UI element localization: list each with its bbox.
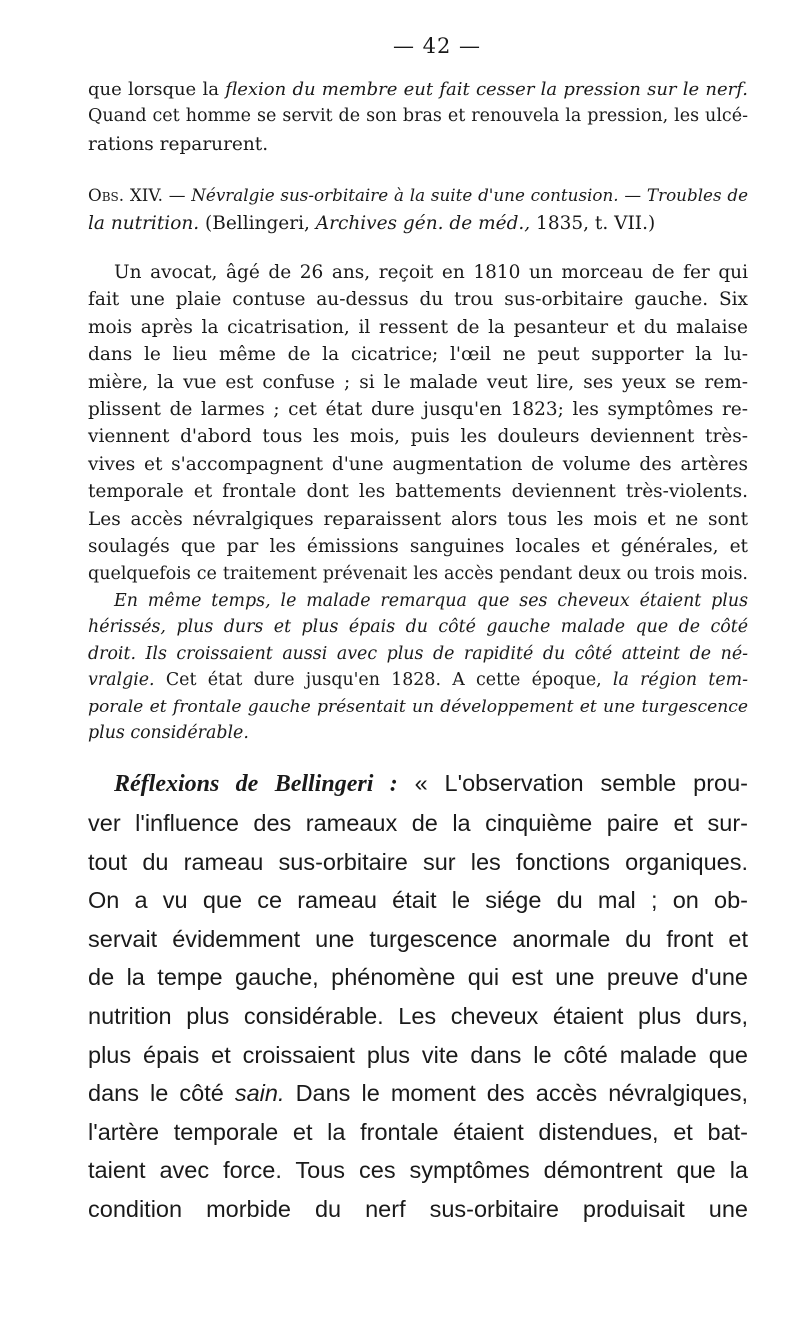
- case-line: hérissés, plus durs et plus épais du côté gauche malade que de côté: [88, 617, 748, 638]
- case-line: vives et s'accompagnent d'une augmentation de volume des artères: [88, 453, 748, 475]
- case-line: Un avocat, âgé de 26 ans, reçoit en 1810 un morceau de fer qui: [114, 262, 748, 284]
- reflexions-line: servait évidemment une turgescence anormale du front et: [88, 925, 748, 952]
- intro-line: que lorsque la flexion du membre eut fait cesser la pression sur le nerf.: [88, 79, 749, 100]
- document-page: [88, 34, 748, 1228]
- case-line: plus considérable.: [88, 722, 249, 743]
- intro-paragraph: [88, 76, 748, 158]
- case-line: porale et frontale gauche présentait un développement et une turgescence: [88, 696, 748, 717]
- case-line: dans le lieu même de la cicatrice; l'œil ne peut supporter la lu-: [88, 344, 748, 366]
- intro-line: Quand cet homme se servit de son bras et renouvela la pression, les ulcé-: [88, 106, 748, 127]
- reflexions-line: plus épais et croissaient plus vite dans le côté malade que: [88, 1041, 748, 1068]
- observation-heading: [88, 182, 748, 237]
- reflexions-line: Réflexions de Bellingeri : « L'observation semble prou-: [114, 770, 748, 798]
- case-line: En même temps, le malade remarqua que ses cheveux étaient plus: [114, 590, 748, 611]
- reflexions-line: dans le côté sain. Dans le moment des accès névralgiques,: [88, 1080, 748, 1107]
- case-line: fait une plaie contuse au-dessus du trou sus-orbitaire gauche. Six: [88, 289, 748, 311]
- reflexions-line: ver l'influence des rameaux de la cinquième paire et sur-: [88, 809, 748, 836]
- case-line: plissent de larmes ; cet état dure jusqu'en 1823; les symptômes re-: [88, 399, 748, 421]
- page-number: — 42 —: [392, 34, 482, 58]
- reflexions-line: nutrition plus considérable. Les cheveux étaient plus durs,: [88, 1002, 748, 1029]
- case-paragraph: [88, 259, 748, 746]
- case-line: soulagés que par les émissions sanguines locales et générales, et: [88, 536, 748, 558]
- case-line: quelquefois ce traitement prévenait les accès pendant deux ou trois mois.: [88, 563, 748, 584]
- observation-line: Obs. XIV. — Névralgie sus-orbitaire à la suite d'une contusion. — Troubles de: [88, 185, 748, 206]
- reflexions-line: taient avec force. Tous ces symptômes démontrent que la: [88, 1157, 748, 1184]
- case-line: temporale et frontale dont les battements deviennent très-violents.: [88, 481, 748, 503]
- reflexions-line: l'artère temporale et la frontale étaient distendues, et bat-: [88, 1118, 748, 1145]
- case-line: droit. Ils croissaient aussi avec plus de rapidité du côté atteint de né-: [88, 643, 748, 664]
- case-line: mois après la cicatrisation, il ressent de la pesanteur et du malaise: [88, 316, 748, 338]
- reflexions-line: tout du rameau sus-orbitaire sur les fonctions organiques.: [88, 848, 748, 875]
- observation-line: la nutrition. (Bellingeri, Archives gén. de méd., 1835, t. VII.): [88, 212, 656, 234]
- reflexions-line: On a vu que ce rameau était le siége du mal ; on ob-: [88, 887, 748, 914]
- reflexions-line: de la tempe gauche, phénomène qui est une preuve d'une: [88, 964, 748, 991]
- case-line: viennent d'abord tous les mois, puis les douleurs deviennent très-: [88, 426, 748, 448]
- reflexions-paragraph: [88, 764, 748, 1228]
- intro-line: rations reparurent.: [88, 133, 269, 155]
- reflexions-line: condition morbide du nerf sus-orbitaire produisait une: [88, 1195, 748, 1222]
- case-line: mière, la vue est confuse ; si le malade veut lire, ses yeux se rem-: [88, 371, 748, 393]
- case-line: Les accès névralgiques reparaissent alors tous les mois et ne sont: [88, 508, 748, 530]
- case-line: vralgie. Cet état dure jusqu'en 1828. A cette époque, la région tem-: [88, 670, 748, 691]
